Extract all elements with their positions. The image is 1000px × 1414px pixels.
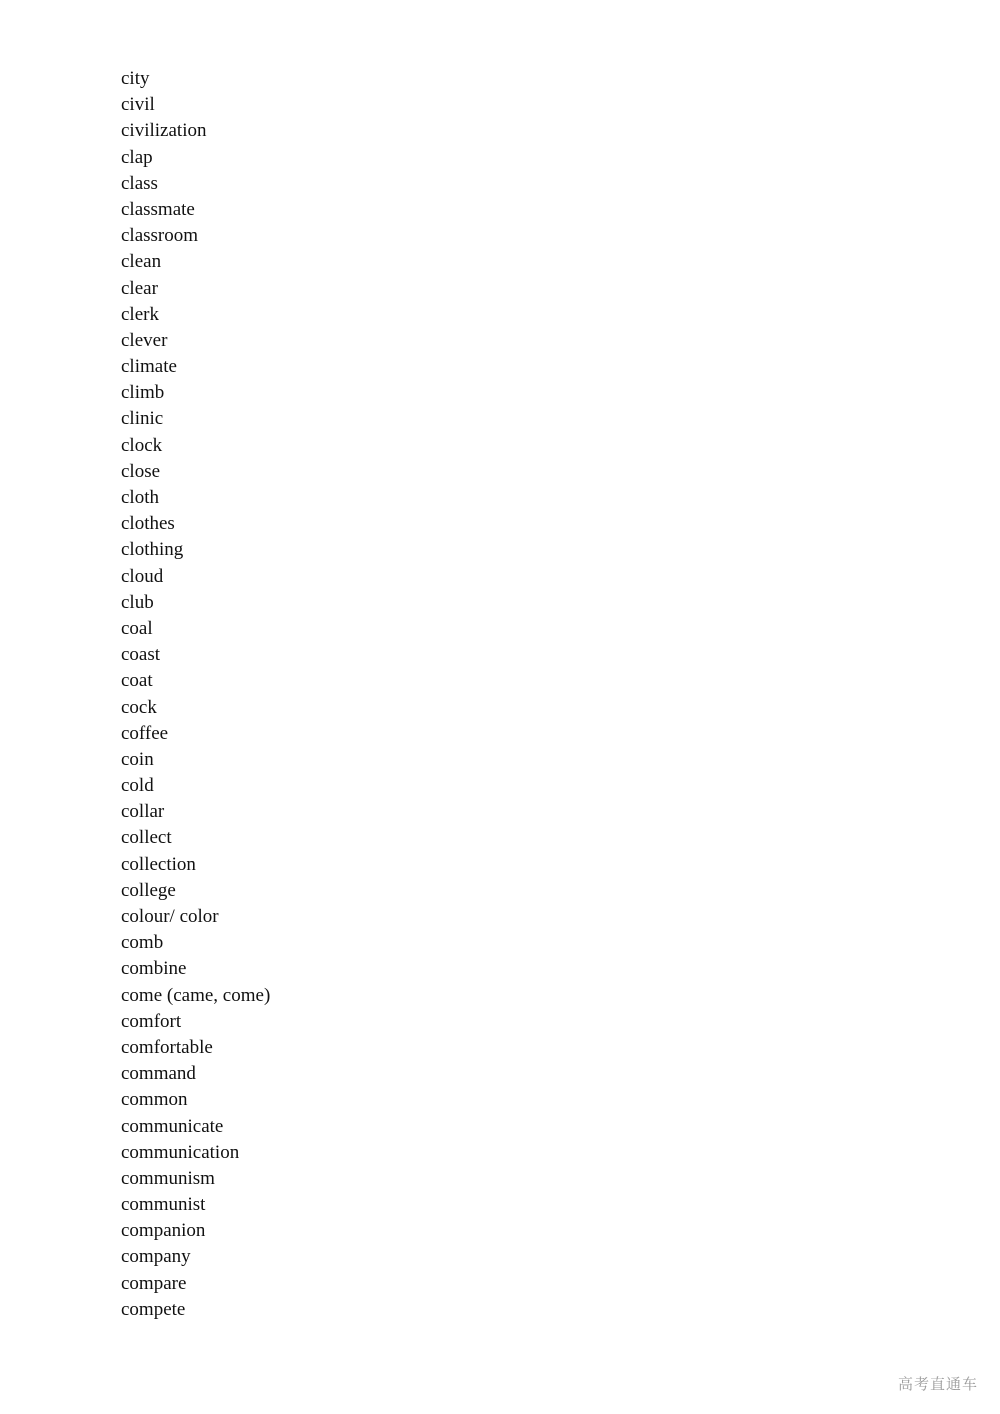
vocabulary-word: comb	[121, 932, 164, 954]
vocabulary-word: company	[121, 1246, 191, 1268]
vocabulary-word: college	[121, 879, 176, 901]
vocabulary-word: cloth	[121, 487, 159, 508]
vocabulary-word: clear	[121, 277, 158, 299]
vocabulary-word: cloud	[121, 565, 164, 587]
vocabulary-word: climb	[121, 382, 165, 404]
vocabulary-word: common	[121, 1089, 188, 1111]
vocabulary-word: combine	[121, 958, 187, 980]
vocabulary-word: clap	[121, 146, 153, 168]
vocabulary-word: coin	[121, 748, 154, 770]
vocabulary-word: clothing	[121, 539, 184, 561]
watermark-text: 高考直通车	[897, 1375, 978, 1393]
vocabulary-word: compare	[121, 1272, 187, 1294]
vocabulary-word: coast	[121, 644, 161, 666]
vocabulary-word: communication	[121, 1141, 240, 1163]
vocabulary-word: coat	[121, 670, 153, 692]
vocabulary-word: companion	[121, 1220, 206, 1242]
vocabulary-word: clock	[121, 434, 163, 456]
vocabulary-word: come (came, come)	[121, 984, 271, 1006]
vocabulary-word: class	[121, 172, 158, 194]
vocabulary-word: comfortable	[121, 1036, 213, 1058]
vocabulary-word: climate	[121, 356, 177, 378]
vocabulary-word: clean	[121, 251, 162, 273]
vocabulary-word: comfort	[121, 1010, 182, 1032]
vocabulary-word: clothes	[121, 513, 175, 535]
vocabulary-word: communism	[121, 1167, 215, 1189]
vocabulary-word: coal	[121, 617, 153, 639]
vocabulary-word: clerk	[121, 303, 159, 325]
vocabulary-word: colour/ color	[121, 906, 219, 927]
vocabulary-word: clinic	[121, 408, 164, 430]
vocabulary-word: command	[121, 1063, 196, 1085]
vocabulary-word: city	[121, 68, 150, 89]
vocabulary-word: civilization	[121, 120, 207, 142]
vocabulary-word: club	[121, 591, 154, 613]
vocabulary-word: communicate	[121, 1115, 224, 1137]
vocabulary-word: civil	[121, 94, 155, 116]
vocabulary-word: cock	[121, 696, 157, 718]
vocabulary-word: clever	[121, 329, 168, 351]
vocabulary-word: close	[121, 460, 161, 482]
vocabulary-word: classmate	[121, 198, 195, 220]
vocabulary-word: collar	[121, 801, 165, 823]
vocabulary-word: communist	[121, 1194, 206, 1216]
vocabulary-word: collect	[121, 827, 172, 849]
vocabulary-word: compete	[121, 1298, 186, 1320]
vocabulary-list	[121, 66, 270, 1323]
vocabulary-word: classroom	[121, 225, 199, 247]
vocabulary-word: coffee	[121, 722, 169, 744]
vocabulary-word: collection	[121, 853, 196, 875]
vocabulary-word: cold	[121, 775, 154, 797]
